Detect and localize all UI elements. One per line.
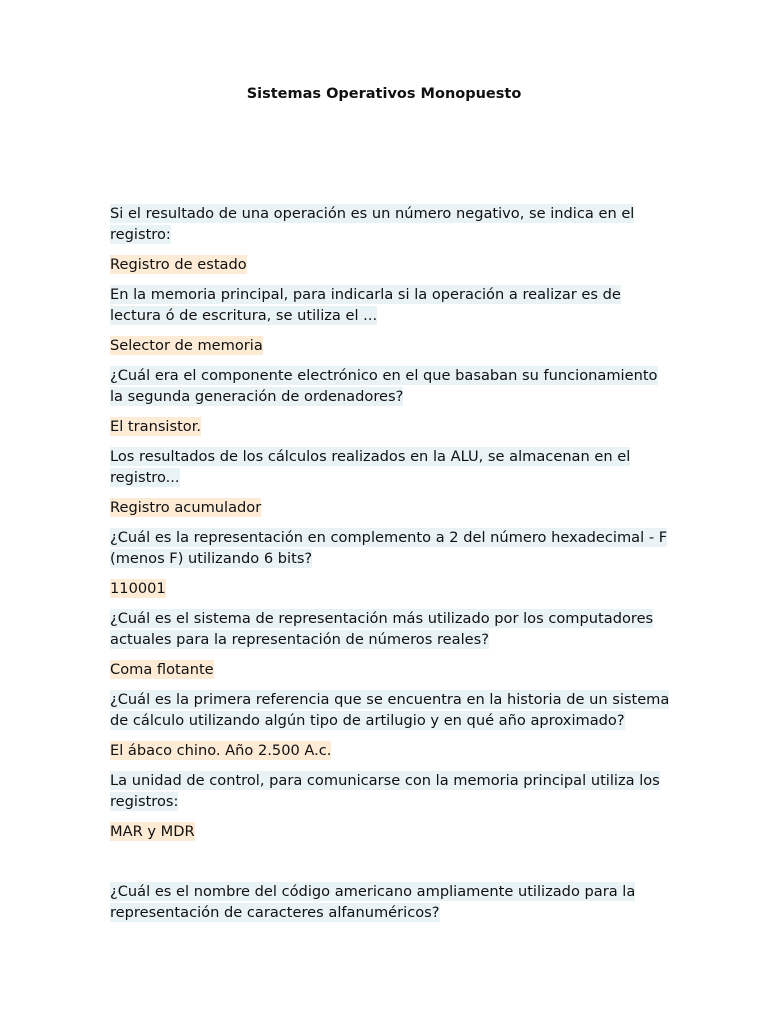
question-text: ¿Cuál es la primera referencia que se encuentra en la historia de un sistema de cálculo utilizando algún tipo de artilugio y en qué año aproximado? (110, 691, 670, 729)
question-text: ¿Cuál era el componente electrónico en el que basaban su funcionamiento la segunda generación de ordenadores? (110, 367, 658, 405)
question-text: ¿Cuál es el nombre del código americano ampliamente utilizado para la representación de caracteres alfanuméricos? (110, 883, 636, 921)
answer-5 (110, 578, 670, 599)
qa-list (110, 203, 670, 932)
question-6 (110, 608, 670, 650)
document-title: Sistemas Operativos Monopuesto (246, 86, 522, 102)
question-text: ¿Cuál es el sistema de representación más utilizado por los computadores actuales para la representación de números reales? (110, 610, 654, 648)
answer-text: Registro acumulador (110, 499, 262, 516)
question-text: Los resultados de los cálculos realizados en la ALU, se almacenan en el registro... (110, 448, 631, 486)
answer-text: El ábaco chino. Año 2.500 A.c. (110, 742, 332, 759)
answer-text: Registro de estado (110, 256, 247, 273)
question-8 (110, 770, 670, 812)
question-text: Si el resultado de una operación es un número negativo, se indica en el registro: (110, 205, 635, 243)
answer-8 (110, 821, 670, 842)
answer-1 (110, 254, 670, 275)
question-text: ¿Cuál es la representación en complemento a 2 del número hexadecimal - F (menos F) utilizando 6 bits? (110, 529, 668, 567)
answer-3 (110, 416, 670, 437)
answer-text: El transistor. (110, 418, 202, 435)
question-5 (110, 527, 670, 569)
answer-text: MAR y MDR (110, 823, 195, 840)
answer-text: Selector de memoria (110, 337, 263, 354)
paragraph-gap (110, 851, 670, 881)
question-7 (110, 689, 670, 731)
answer-text: Coma flotante (110, 661, 214, 678)
question-text: En la memoria principal, para indicarla si la operación a realizar es de lectura ó de escritura, se utiliza el ... (110, 286, 621, 324)
answer-7 (110, 740, 670, 761)
answer-4 (110, 497, 670, 518)
question-9 (110, 881, 670, 923)
question-3 (110, 365, 670, 407)
question-4 (110, 446, 670, 488)
answer-6 (110, 659, 670, 680)
question-text: La unidad de control, para comunicarse con la memoria principal utiliza los registros: (110, 772, 660, 810)
answer-2 (110, 335, 670, 356)
question-2 (110, 284, 670, 326)
answer-text: 110001 (110, 580, 166, 597)
question-1 (110, 203, 670, 245)
